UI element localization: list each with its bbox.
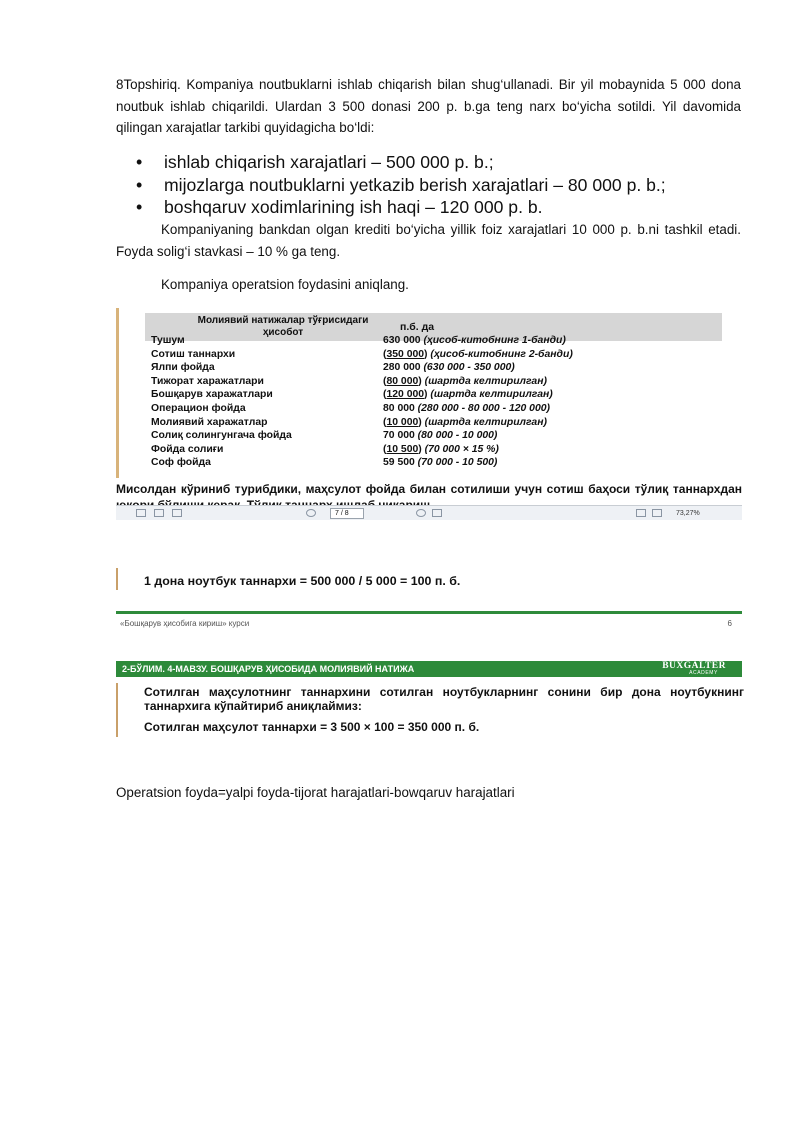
zoom-level[interactable]: 73,27% [676, 510, 700, 517]
statement-row-label: Фойда солиғи [151, 443, 224, 455]
statement-row [151, 456, 721, 469]
statement-row-amount: 80 000 [386, 375, 419, 387]
statement-row-note: (70 000 × 15 %) [424, 443, 499, 455]
cost-item-salary: • boshqaruv xodimlarining ish haqi – 120 000 p. b. [116, 196, 741, 219]
statement-row-label: Солиқ солингунгача фойда [151, 430, 292, 442]
question-text: Kompaniya operatsion foydasini aniqlang. [161, 277, 409, 292]
statement-row-note: (280 000 - 80 000 - 120 000) [417, 403, 550, 414]
statement-row-label: Ялпи фойда [151, 362, 215, 374]
statement-row-amount: 10 500 [386, 443, 419, 455]
statement-row-value [383, 456, 497, 469]
statement-row-note: (ҳисоб-китобнинг 1-банди) [423, 335, 566, 346]
statement-row-note: (шартда келтирилган) [424, 416, 547, 428]
statement-row [151, 388, 721, 401]
unit-cost-formula [144, 573, 460, 589]
cost-item-delivery: • mijozlarga noutbuklarni yetkazib berish xarajatlari – 80 000 p. b.; [116, 174, 741, 197]
save-icon[interactable] [136, 509, 146, 517]
statement-row-value [383, 402, 550, 415]
view-icon[interactable] [432, 509, 442, 517]
statement-row-label: Тижорат харажатлари [151, 375, 264, 387]
unit-cost-formula-text: 1 дона ноутбук таннархи = 500 000 / 5 000 = [144, 574, 408, 588]
statement-row-label: Операцион фойда [151, 403, 246, 414]
footer-divider [116, 611, 742, 614]
statement-row-note: (шартда келтирилган) [430, 389, 553, 401]
statement-row-value [383, 429, 497, 442]
academy-logo: BUXGALTER [662, 661, 726, 671]
statement-row-value [383, 334, 566, 347]
statement-row-label: Молиявий харажатлар [151, 416, 268, 428]
statement-row-label: Сотиш таннархи [151, 348, 236, 360]
statement-row-value: (80 000) (шартда келтирилган) [383, 375, 547, 387]
statement-row-label: Соф фойда [151, 457, 211, 469]
statement-row-amount: 280 000 [383, 362, 421, 374]
academy-logo-sub: ACADEMY [689, 670, 718, 676]
statement-header-title: Молиявий натижалар тўғрисидаги ҳисобот [197, 315, 369, 338]
page-number: 6 [727, 619, 732, 628]
operating-profit-formula: Operatsion foyda=yalpi foyda-tijorat harajatlari-bowqaruv harajatlari [116, 785, 515, 800]
statement-header-unit: п.б. да [400, 321, 435, 333]
statement-row-note: (ҳисоб-китобнинг 2-банди) [430, 348, 573, 360]
cogs-formula [144, 720, 479, 734]
statement-row-amount: 70 000 [383, 430, 415, 442]
viewer-toolbar [116, 505, 742, 520]
statement-row-value: (10 000) (шартда келтирилган) [383, 416, 547, 428]
unit-cost-screenshot [116, 566, 742, 632]
page-indicator[interactable]: 7 / 8 [330, 508, 364, 519]
cogs-result: 350 000 п. б. [407, 720, 480, 734]
browser-icon[interactable] [172, 509, 182, 517]
statement-screenshot [116, 308, 742, 520]
cost-item-production: • ishlab chiqarish xarajatlari – 500 000 p. b.; [116, 151, 741, 174]
cogs-paragraph: Сотилган маҳсулотнинг таннархини сотилган ноутбукларнинг сонини бир дона ноутбукнинг таннархига кўпайтириб аниқлаймиз: [144, 685, 744, 713]
statement-row [151, 429, 721, 442]
statement-row-label: Бошқарув харажатлари [151, 389, 273, 401]
statement-row-value: (10 500) (70 000 × 15 %) [383, 443, 499, 455]
zoom-out-icon[interactable] [636, 509, 646, 517]
statement-row-amount: 10 000 [386, 416, 419, 428]
statement-row-note: (630 000 - 350 000) [423, 362, 515, 374]
statement-row-amount: 80 000 [383, 403, 415, 414]
statement-row [151, 416, 721, 429]
statement-row [151, 375, 721, 388]
cogs-formula-text: Сотилган маҳсулот таннархи = 3 500 × 100 = [144, 720, 405, 734]
print-icon[interactable] [154, 509, 164, 517]
statement-row-label: Тушум [151, 335, 185, 346]
statement-row [151, 348, 721, 361]
statement-row-amount: 630 000 [383, 335, 421, 346]
cost-list [116, 151, 741, 219]
statement-row [151, 334, 721, 347]
zoom-in-icon[interactable] [652, 509, 662, 517]
statement-row-note: (шартда келтирилган) [424, 375, 547, 387]
margin-mark [116, 683, 118, 737]
prev-page-icon[interactable] [306, 509, 316, 517]
statement-row-value [383, 361, 515, 374]
statement-row-amount: 350 000 [386, 348, 425, 360]
statement-row-value: (120 000) (шартда келтирилган) [383, 389, 553, 401]
statement-row-amount: 59 500 [383, 457, 415, 469]
margin-mark [116, 568, 118, 590]
credit-paragraph: Kompaniyaning bankdan olgan krediti bo‘yicha yillik foiz xarajatlari 10 000 p. b.ni tashkil etadi. Foyda solig‘i stavkasi – 10 % ga teng. [116, 222, 741, 259]
section-header-bar [116, 661, 742, 677]
statement-row [151, 361, 721, 374]
next-page-icon[interactable] [416, 509, 426, 517]
statement-row-value: (350 000) (ҳисоб-китобнинг 2-банди) [383, 348, 573, 360]
task-paragraph: 8Topshiriq. Kompaniya noutbuklarni ishlab chiqarish bilan shug‘ullanadi. Bir yil mobaynida 5 000 dona noutbuk ishlab chiqarildi. Ulardan 3 500 donasi 200 p. b.ga teng narx bo‘yicha sotildi. Yil davomida qilingan xarajatlar tarkibi quyidagicha bo‘ldi: [116, 77, 741, 135]
statement-explanation: Мисолдан кўриниб турибдики, маҳсулот фойда билан сотилиши учун сотиш баҳоси тўлиқ таннархдан [116, 482, 742, 496]
course-label: «Бошқарув ҳисобига кириш» курси [120, 619, 250, 628]
cogs-screenshot [116, 661, 742, 737]
unit-cost-result: 100 п. б. [410, 574, 461, 588]
statement-row-note: (80 000 - 10 000) [417, 430, 498, 442]
section-title: 2-БЎЛИМ. 4-МАВЗУ. БОШҚАРУВ ҲИСОБИДА МОЛИЯВИЙ НАТИЖА [122, 664, 415, 674]
statement-row [151, 443, 721, 456]
statement-row-note: (70 000 - 10 500) [417, 457, 498, 469]
margin-mark [116, 308, 119, 478]
statement-row [151, 402, 721, 415]
statement-row-amount: 120 000 [386, 389, 425, 401]
